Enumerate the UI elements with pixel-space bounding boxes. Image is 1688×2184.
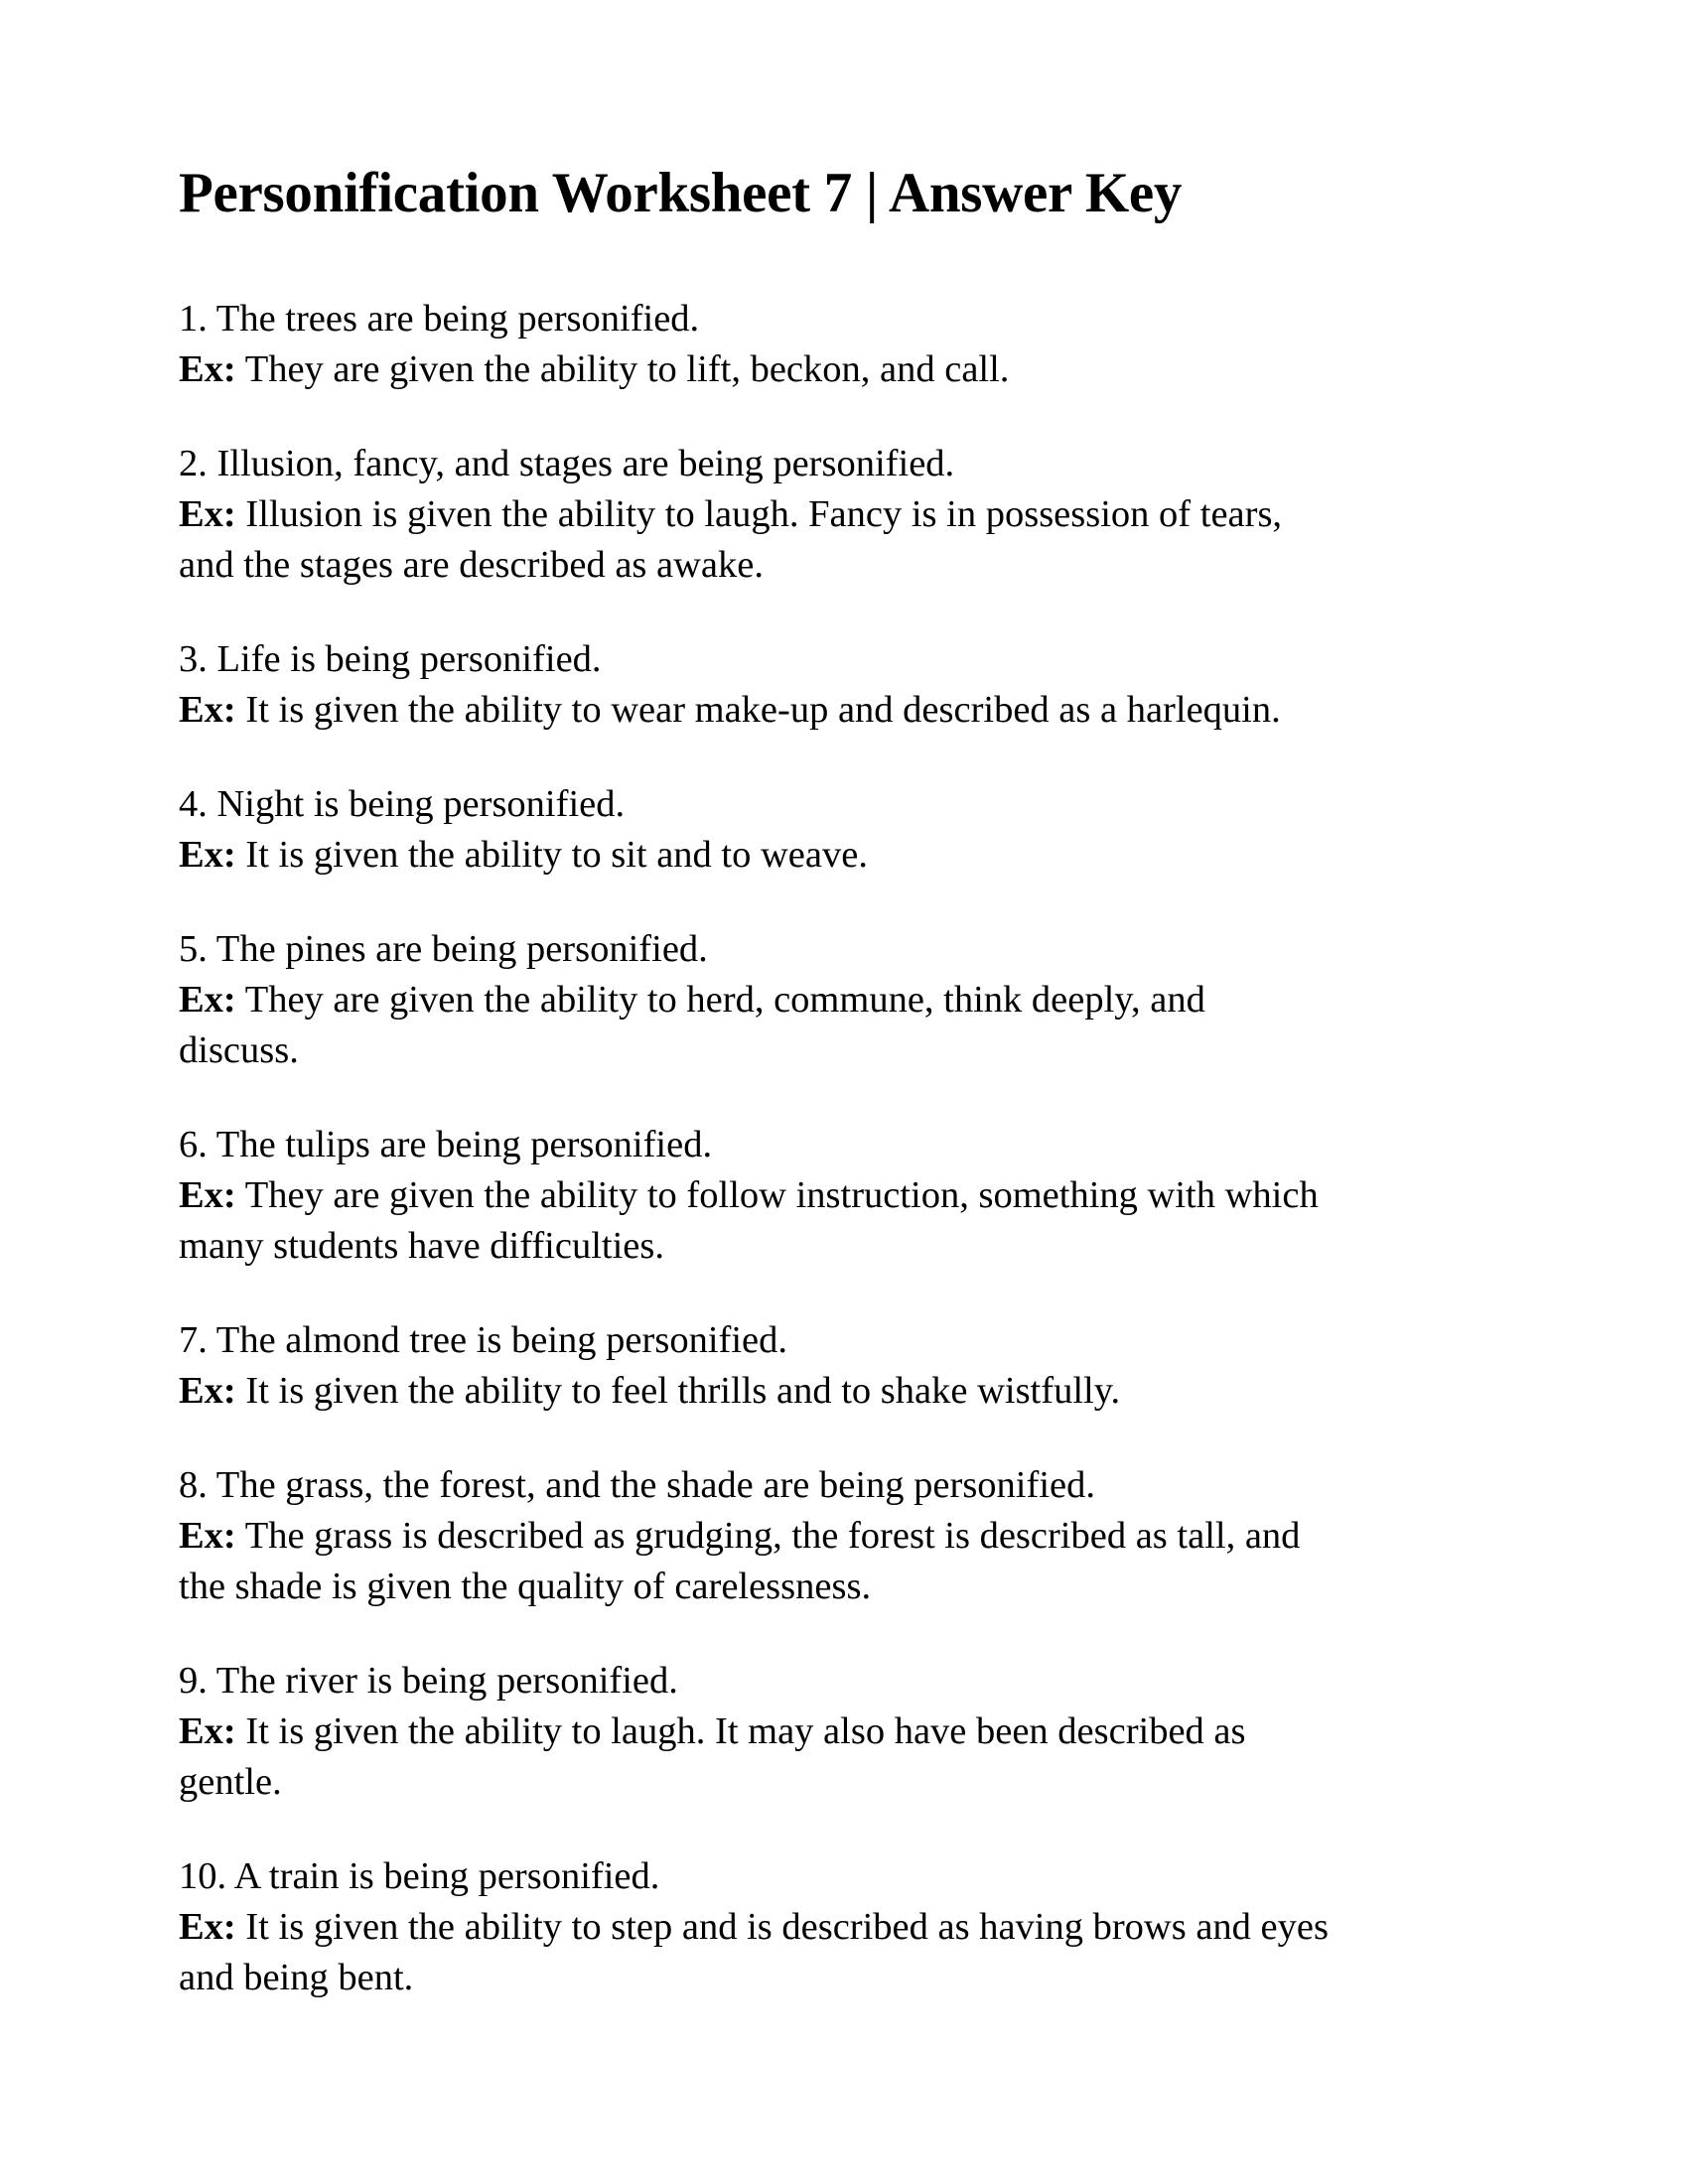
answer-statement: 7. The almond tree is being personified. (179, 1319, 787, 1361)
answer-item-3 (179, 634, 1569, 736)
answer-statement: 5. The pines are being personified. (179, 928, 708, 970)
answer-item-4 (179, 779, 1569, 881)
ex-label: Ex: (179, 1906, 236, 1948)
explanation-continuation: and the stages are described as awake. (179, 544, 764, 586)
explanation-text: The grass is described as grudging, the forest is described as tall, and (244, 1515, 1301, 1557)
answer-statement: 10. A train is being personified. (179, 1855, 660, 1897)
answer-statement: 6. The tulips are being personified. (179, 1124, 713, 1165)
answer-list (179, 294, 1569, 2047)
explanation-text: It is given the ability to feel thrills and to shake wistfully. (245, 1370, 1121, 1412)
explanation-text: They are given the ability to lift, beckon, and call. (244, 348, 1010, 390)
explanation-text: They are given the ability to follow instruction, something with which (244, 1174, 1319, 1216)
answer-explanation-line (179, 344, 1569, 395)
answer-explanation-line (179, 489, 1569, 540)
ex-label: Ex: (179, 1174, 236, 1216)
answer-statement: 8. The grass, the forest, and the shade are being personified. (179, 1464, 1095, 1506)
explanation-text: It is given the ability to sit and to weave. (245, 834, 868, 876)
answer-explanation-line (179, 1170, 1569, 1221)
ex-label: Ex: (179, 493, 236, 535)
explanation-text: Illusion is given the ability to laugh. Fancy is in possession of tears, (245, 493, 1283, 535)
answer-statement: 3. Life is being personified. (179, 638, 602, 680)
answer-explanation-line (179, 685, 1569, 736)
ex-label: Ex: (179, 689, 236, 731)
answer-explanation-line (179, 1902, 1569, 1953)
explanation-continuation: gentle. (179, 1761, 282, 1803)
answer-item-5 (179, 924, 1569, 1076)
answer-explanation-line (179, 975, 1569, 1025)
explanation-continuation: and being bent. (179, 1957, 414, 1998)
ex-label: Ex: (179, 348, 236, 390)
ex-label: Ex: (179, 1515, 236, 1557)
explanation-continuation: discuss. (179, 1029, 299, 1071)
ex-label: Ex: (179, 979, 236, 1021)
ex-label: Ex: (179, 1370, 236, 1412)
answer-item-8 (179, 1460, 1569, 1612)
answer-explanation-line (179, 830, 1569, 881)
answer-item-7 (179, 1315, 1569, 1417)
page-title: Personification Worksheet 7 | Answer Key (179, 162, 1183, 224)
explanation-text: It is given the ability to laugh. It may also have been described as (245, 1710, 1246, 1752)
explanation-continuation: many students have difficulties. (179, 1225, 664, 1267)
explanation-text: It is given the ability to step and is described as having brows and eyes (245, 1906, 1329, 1948)
answer-explanation-line (179, 1706, 1569, 1757)
explanation-text: It is given the ability to wear make-up and described as a harlequin. (245, 689, 1281, 731)
ex-label: Ex: (179, 1710, 236, 1752)
explanation-text: They are given the ability to herd, commune, think deeply, and (244, 979, 1205, 1021)
answer-item-9 (179, 1656, 1569, 1808)
answer-statement: 4. Night is being personified. (179, 783, 626, 825)
answer-explanation-line (179, 1511, 1569, 1562)
answer-statement: 2. Illusion, fancy, and stages are being personified. (179, 443, 955, 484)
answer-item-10 (179, 1851, 1569, 2003)
answer-statement: 1. The trees are being personified. (179, 298, 700, 340)
explanation-continuation: the shade is given the quality of carelessness. (179, 1566, 872, 1607)
ex-label: Ex: (179, 834, 236, 876)
answer-item-6 (179, 1120, 1569, 1272)
answer-explanation-line (179, 1366, 1569, 1417)
answer-item-2 (179, 439, 1569, 591)
answer-item-1 (179, 294, 1569, 395)
answer-statement: 9. The river is being personified. (179, 1660, 678, 1702)
